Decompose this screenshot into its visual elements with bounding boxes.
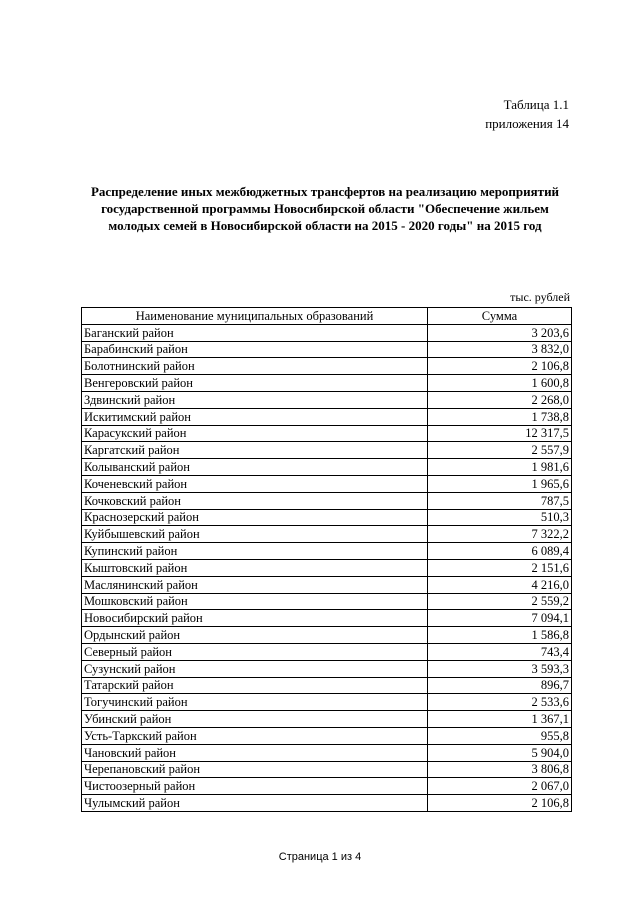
table-row (82, 660, 572, 677)
municipality-name: Венгеровский район (82, 375, 428, 392)
municipality-name: Чулымский район (82, 795, 428, 812)
table-row (82, 492, 572, 509)
transfer-sum: 3 203,6 (428, 324, 572, 341)
table-row (82, 425, 572, 442)
municipality-name: Кочковский район (82, 492, 428, 509)
municipality-name: Куйбышевский район (82, 526, 428, 543)
transfer-sum: 2 106,8 (428, 358, 572, 375)
title-line-1: Распределение иных межбюджетных трансфертов на реализацию мероприятий (90, 184, 560, 199)
municipality-name: Маслянинский район (82, 576, 428, 593)
transfer-sum: 787,5 (428, 492, 572, 509)
title-line-2: государственной программы Новосибирской области "Обеспечение жильем (101, 201, 549, 216)
transfer-sum: 1 965,6 (428, 475, 572, 492)
transfer-sum: 4 216,0 (428, 576, 572, 593)
table-row (82, 459, 572, 476)
title-line-3: молодых семей в Новосибирской области на 2015 - 2020 годы" на 2015 год (108, 218, 542, 233)
table-body (82, 324, 572, 811)
municipality-name: Коченевский район (82, 475, 428, 492)
transfer-sum: 2 557,9 (428, 442, 572, 459)
municipality-name: Татарский район (82, 677, 428, 694)
municipality-name: Болотнинский район (82, 358, 428, 375)
table-reference (485, 95, 569, 133)
municipality-name: Тогучинский район (82, 694, 428, 711)
table-row (82, 341, 572, 358)
municipality-name: Ордынский район (82, 627, 428, 644)
municipality-name: Баганский район (82, 324, 428, 341)
transfer-sum: 510,3 (428, 509, 572, 526)
municipality-name: Убинский район (82, 711, 428, 728)
transfer-sum: 7 322,2 (428, 526, 572, 543)
transfer-sum: 3 832,0 (428, 341, 572, 358)
table-row (82, 526, 572, 543)
municipality-name: Чановский район (82, 744, 428, 761)
transfer-sum: 955,8 (428, 727, 572, 744)
transfer-sum: 1 600,8 (428, 375, 572, 392)
table-row (82, 761, 572, 778)
document-title (80, 183, 570, 234)
transfer-sum: 6 089,4 (428, 543, 572, 560)
column-header-name: Наименование муниципальных образований (82, 308, 428, 325)
transfer-sum: 7 094,1 (428, 610, 572, 627)
transfer-sum: 2 268,0 (428, 391, 572, 408)
transfer-sum: 743,4 (428, 643, 572, 660)
transfer-sum: 12 317,5 (428, 425, 572, 442)
table-row (82, 475, 572, 492)
municipality-name: Новосибирский район (82, 610, 428, 627)
municipality-name: Сузунский район (82, 660, 428, 677)
table-row (82, 727, 572, 744)
municipality-name: Кыштовский район (82, 559, 428, 576)
municipality-name: Черепановский район (82, 761, 428, 778)
transfers-table (81, 307, 572, 812)
table-row (82, 509, 572, 526)
page-number: Страница 1 из 4 (278, 851, 362, 863)
column-header-sum: Сумма (428, 308, 572, 325)
municipality-name: Мошковский район (82, 593, 428, 610)
transfer-sum: 2 151,6 (428, 559, 572, 576)
municipality-name: Краснозерский район (82, 509, 428, 526)
municipality-name: Барабинский район (82, 341, 428, 358)
transfer-sum: 3 593,3 (428, 660, 572, 677)
table-row (82, 559, 572, 576)
table-header-row (82, 308, 572, 325)
transfer-sum: 2 533,6 (428, 694, 572, 711)
table-row (82, 408, 572, 425)
municipality-name: Карасукский район (82, 425, 428, 442)
transfer-sum: 2 559,2 (428, 593, 572, 610)
transfer-sum: 1 586,8 (428, 627, 572, 644)
table-row (82, 744, 572, 761)
municipality-name: Здвинский район (82, 391, 428, 408)
municipality-name: Искитимский район (82, 408, 428, 425)
municipality-name: Каргатский район (82, 442, 428, 459)
table-row (82, 677, 572, 694)
municipality-name: Купинский район (82, 543, 428, 560)
table-row (82, 694, 572, 711)
transfer-sum: 2 106,8 (428, 795, 572, 812)
table-row (82, 778, 572, 795)
table-row (82, 627, 572, 644)
municipality-name: Северный район (82, 643, 428, 660)
transfer-sum: 3 806,8 (428, 761, 572, 778)
municipality-name: Колыванский район (82, 459, 428, 476)
transfer-sum: 896,7 (428, 677, 572, 694)
transfer-sum: 1 367,1 (428, 711, 572, 728)
transfer-sum: 1 981,6 (428, 459, 572, 476)
table-row (82, 391, 572, 408)
transfer-sum: 2 067,0 (428, 778, 572, 795)
transfer-sum: 5 904,0 (428, 744, 572, 761)
reference-line-1: Таблица 1.1 (503, 97, 569, 112)
table-row (82, 324, 572, 341)
table-row (82, 375, 572, 392)
table-row (82, 358, 572, 375)
table-row (82, 442, 572, 459)
table-row (82, 795, 572, 812)
table-row (82, 643, 572, 660)
table-row (82, 711, 572, 728)
transfer-sum: 1 738,8 (428, 408, 572, 425)
table-row (82, 610, 572, 627)
table-row (82, 593, 572, 610)
reference-line-2: приложения 14 (485, 116, 569, 131)
table-row (82, 543, 572, 560)
unit-label: тыс. рублей (510, 290, 570, 304)
table-row (82, 576, 572, 593)
municipality-name: Усть-Таркский район (82, 727, 428, 744)
municipality-name: Чистоозерный район (82, 778, 428, 795)
